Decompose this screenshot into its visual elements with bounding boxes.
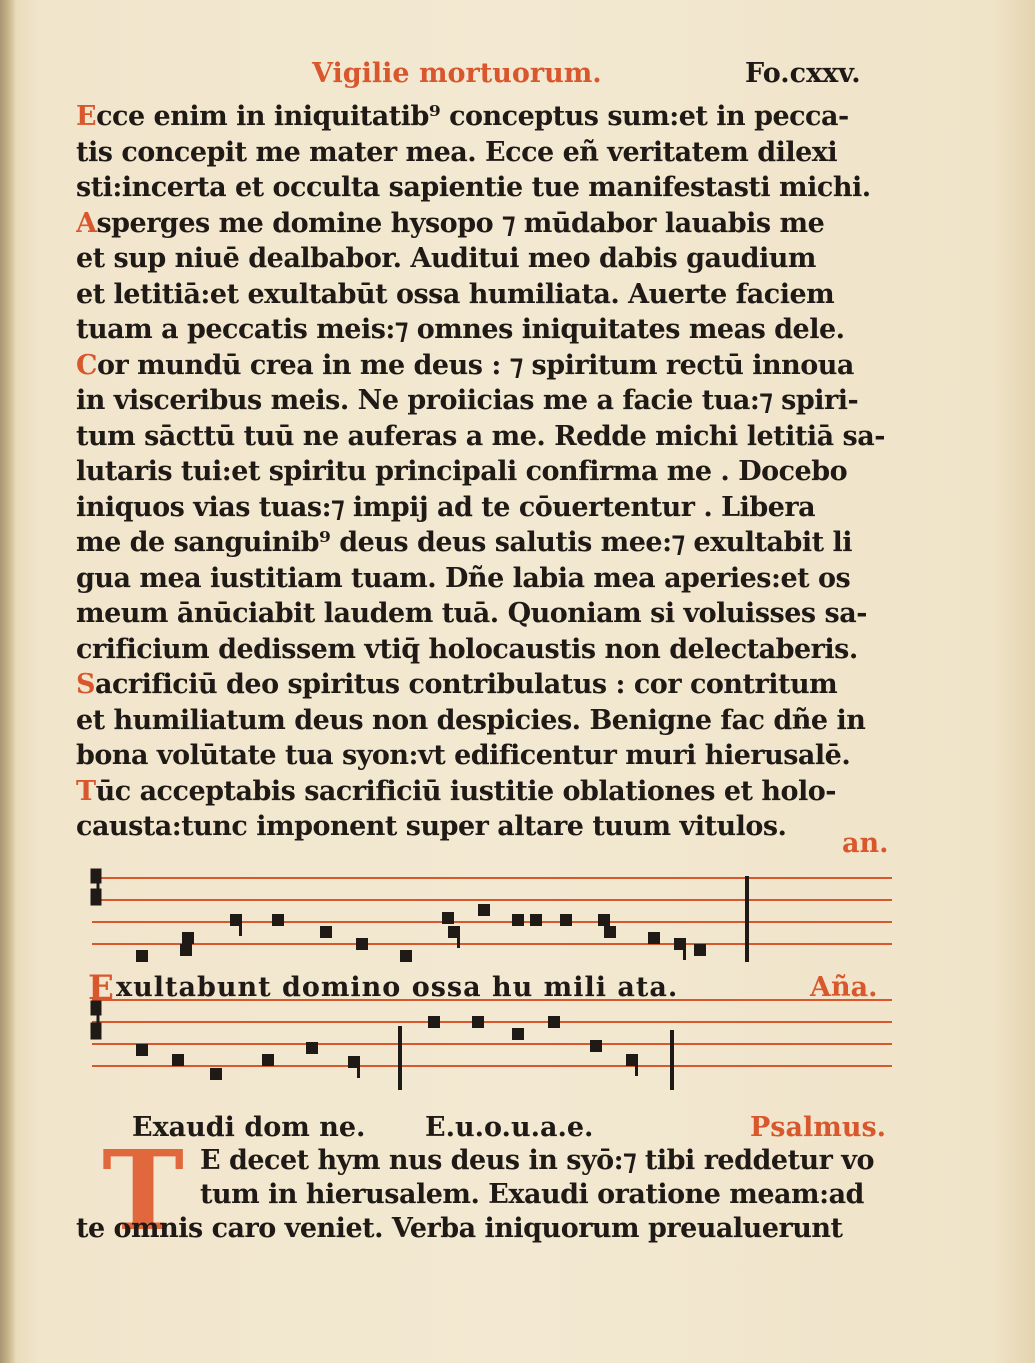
text-line: gua mea iustitiam tuam. Dñe labia mea aperies:et os <box>76 562 851 594</box>
neume <box>472 1016 484 1028</box>
neume <box>560 914 572 926</box>
bar-line <box>670 1030 674 1090</box>
folio-number: Fo.cxxv. <box>745 58 861 89</box>
neume <box>306 1042 318 1054</box>
bar-line <box>745 876 749 962</box>
neume <box>210 1068 222 1080</box>
neume <box>694 944 706 956</box>
text-line: et letitiā:et exultabūt ossa humiliata. Auerte faciem <box>76 278 835 310</box>
text-line: Ecce enim in iniquitatib⁹ conceptus sum:et in pecca- <box>76 101 849 132</box>
neume <box>512 1028 524 1040</box>
text-line: bona volūtate tua syon:vt edificentur muri hierusalē. <box>76 740 851 771</box>
text-line: et humiliatum deus non despicies. Benigne fac dñe in <box>76 704 866 736</box>
rubricated-initial: A <box>76 207 97 239</box>
neume <box>442 912 454 924</box>
neume <box>604 926 616 938</box>
neume-stem <box>635 1054 638 1076</box>
text-line: Asperges me domine hysopo ⁊ mūdabor lauabis me <box>76 207 825 239</box>
chant-lyrics-1: xultabunt domino ossa hu mili ata. <box>116 972 679 1003</box>
psalm-line-1: E decet hym nus deus in syō:⁊ tibi reddetur vo <box>200 1145 874 1176</box>
text-line: Sacrificiū deo spiritus contribulatus : cor contritum <box>76 669 838 700</box>
chant-initial: E <box>88 968 114 1008</box>
neume <box>262 1054 274 1066</box>
antiphon-marker: an. <box>842 828 889 859</box>
rubricated-initial: T <box>76 775 96 807</box>
neume <box>478 904 490 916</box>
rubricated-initial: E <box>76 101 97 132</box>
neume <box>648 932 660 944</box>
text-line: et sup niuē dealbabor. Auditui meo dabis gaudium <box>76 243 816 274</box>
chant-lyrics-2: Exaudi dom ne. <box>132 1112 366 1143</box>
text-line: meum ānūciabit laudem tuā. Quoniam si voluisses sa- <box>76 598 867 629</box>
neume-stem <box>239 914 242 936</box>
text-line: iniquos vias tuas:⁊ impij ad te cōuertentur . Libera <box>76 491 816 523</box>
neume-stem <box>683 938 686 960</box>
rubricated-initial: C <box>76 349 97 381</box>
running-title: Vigilie mortuorum. <box>312 58 602 89</box>
text-line: Tūc acceptabis sacrificiū iustitie oblationes et holo- <box>76 775 836 807</box>
neume <box>598 914 610 926</box>
text-line: tis concepit me mater mea. Ecce eñ veritatem dilexi <box>76 136 838 168</box>
text-line: tuam a peccatis meis:⁊ omnes iniquitates meas dele. <box>76 314 845 345</box>
euouae: E.u.o.u.a.e. <box>425 1112 594 1143</box>
neume <box>428 1016 440 1028</box>
neume <box>512 914 524 926</box>
neume <box>530 914 542 926</box>
neume <box>172 1054 184 1066</box>
text-line: sti:incerta et occulta sapientie tue manifestasti michi. <box>76 172 871 203</box>
bar-line <box>398 1026 402 1090</box>
psalm-line-3: te omnis caro veniet. Verba iniquorum preualuerunt <box>76 1213 843 1244</box>
neume <box>590 1040 602 1052</box>
neume <box>320 926 332 938</box>
text-line: crificium dedissem vtiq̄ holocaustis non delectaberis. <box>76 633 858 665</box>
neume <box>136 1044 148 1056</box>
text-line: me de sanguinib⁹ deus deus salutis mee:⁊ exultabit li <box>76 527 853 558</box>
neume <box>400 950 412 962</box>
text-line: lutaris tui:et spiritu principali confirma me . Docebo <box>76 456 848 487</box>
neume <box>180 944 192 956</box>
psalm-line-2: tum in hierusalem. Exaudi oratione meam:ad <box>200 1179 864 1210</box>
text-line: tum sācttū tuū ne auferas a me. Redde michi letitiā sa- <box>76 420 885 452</box>
neume-stem <box>357 1056 360 1078</box>
text-line: in visceribus meis. Ne proiicias me a facie tua:⁊ spiri- <box>76 385 859 416</box>
neume <box>182 932 194 944</box>
rubricated-initial: S <box>76 669 95 700</box>
neume <box>356 938 368 950</box>
c-clef <box>92 870 100 904</box>
antiphon-rubric: Aña. <box>810 972 878 1003</box>
psalm-initial: T <box>102 1126 184 1255</box>
psalm-rubric: Psalmus. <box>750 1112 887 1143</box>
neume <box>548 1016 560 1028</box>
neume-stem <box>457 926 460 948</box>
neume <box>136 950 148 962</box>
text-line: Cor mundū crea in me deus : ⁊ spiritum rectū innoua <box>76 349 854 381</box>
text-line: causta:tunc imponent super altare tuum vitulos. <box>76 811 787 842</box>
neume <box>272 914 284 926</box>
